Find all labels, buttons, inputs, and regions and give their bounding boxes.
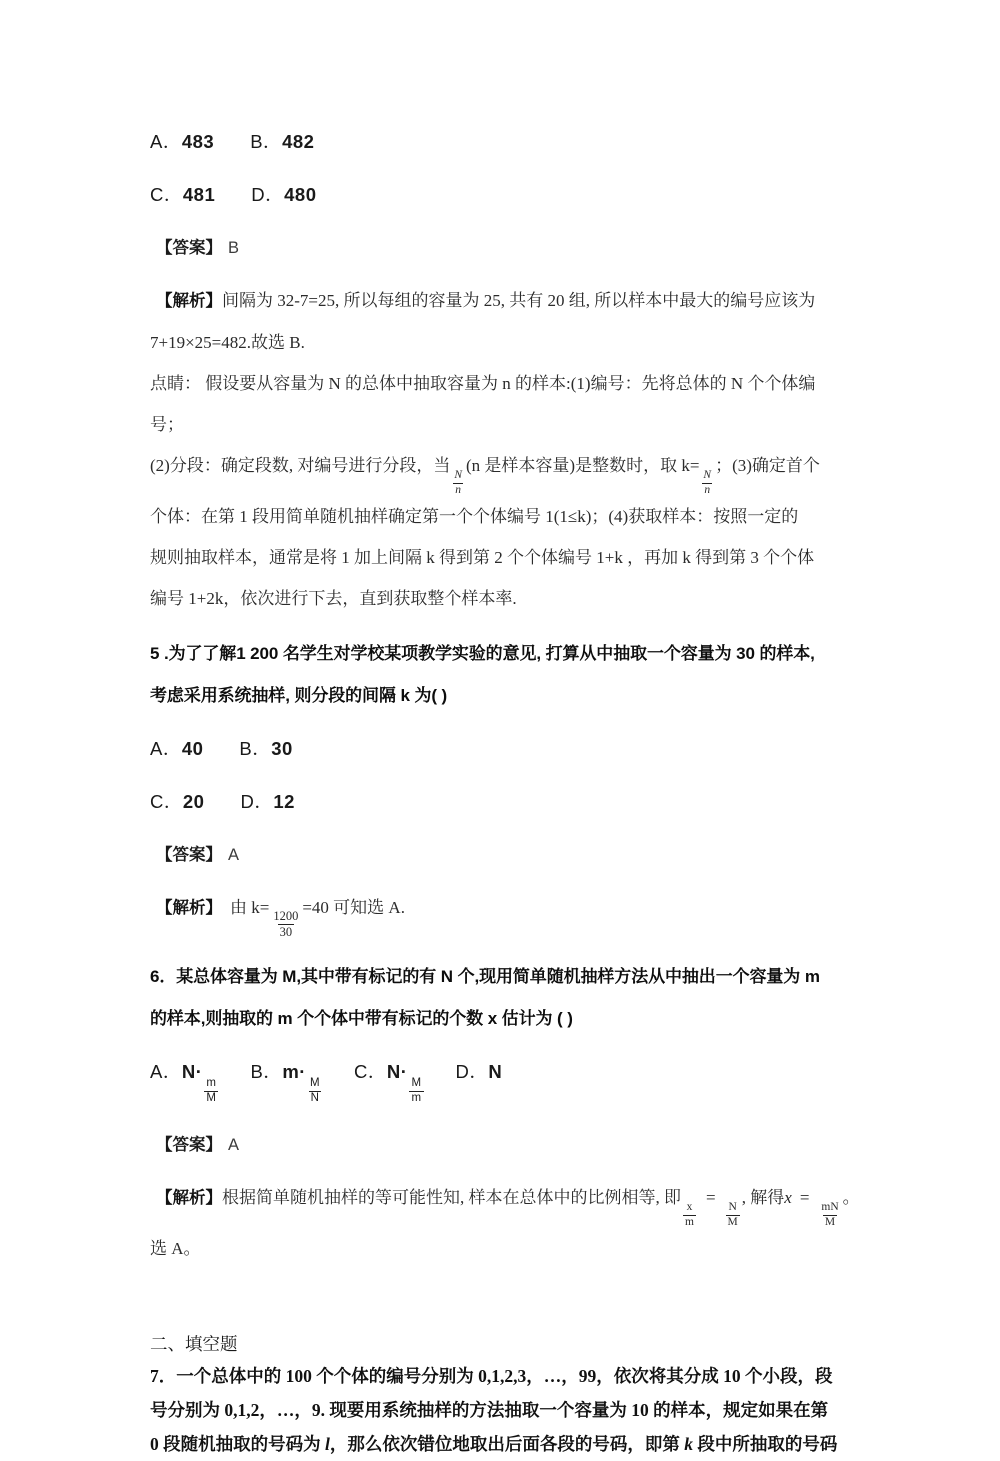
fraction-denominator: m xyxy=(685,1215,694,1228)
q4-tip-text-1: 点睛： 假设要从容量为 N 的总体中抽取容量为 n 的样本:(1)编号：先将总体的 N 个个体编 xyxy=(150,374,816,393)
fraction-denominator: M xyxy=(824,1215,836,1228)
q6-option-b-base: m· xyxy=(282,1061,306,1083)
q5-stem-line-1 xyxy=(150,633,868,675)
q5-option-b-label: B． xyxy=(239,738,272,760)
q4-option-b-value: 482 xyxy=(282,131,315,152)
q4-option-c-value: 481 xyxy=(182,184,216,205)
fraction-numerator: 1200 xyxy=(273,909,299,924)
q4-option-a-value: 483 xyxy=(181,131,215,152)
section-2-heading xyxy=(150,1329,868,1359)
q7-line-3 xyxy=(150,1427,868,1461)
q4-options-row-2 xyxy=(150,181,868,207)
q4-answer-value: B xyxy=(228,239,240,257)
q4-analysis-text-2: 7+19×25=482.故选 B. xyxy=(150,333,305,352)
fraction-denominator: 30 xyxy=(279,924,293,939)
q6-analysis-text-mid: , 解得 xyxy=(741,1188,785,1208)
q5-stem-text-2: 考虑采用系统抽样, 则分段的间隔 k 为( ) xyxy=(150,686,448,706)
fraction-N-over-n-1 xyxy=(452,470,464,496)
q4-tip-line-1 xyxy=(150,363,868,404)
q6-options-row xyxy=(150,1058,868,1104)
q6-equals-1: = xyxy=(705,1188,716,1208)
fraction-M-over-N xyxy=(308,1078,322,1104)
q4-tip-text-3a: (2)分段：确定段数, 对编号进行分段，当 xyxy=(150,456,451,475)
q6-option-a-base: N· xyxy=(181,1061,203,1083)
analysis-tag: 【解析】 xyxy=(156,899,222,918)
q4-tip-text-5: 规则抽取样本，通常是将 1 加上间隔 k 得到第 2 个个体编号 1+k ，再加 k 得到第 3 个个体 xyxy=(150,548,815,568)
fraction-denominator: M xyxy=(727,1215,738,1228)
q6-option-d-label: D． xyxy=(455,1061,489,1083)
q6-equals-2: = xyxy=(799,1188,810,1208)
analysis-tag: 【解析】 xyxy=(156,292,222,310)
q5-option-b-value: 30 xyxy=(271,738,293,760)
fraction-numerator: M xyxy=(309,1077,321,1090)
q4-tip-line-2 xyxy=(150,404,868,445)
q4-answer-row xyxy=(150,234,868,258)
q5-options-row-1 xyxy=(150,735,868,761)
q6-option-b-label: B． xyxy=(250,1061,283,1083)
q7-line-1 xyxy=(150,1359,868,1393)
q4-tip-line-6 xyxy=(150,578,868,619)
section-2-heading-text: 二、填空题 xyxy=(150,1334,238,1355)
q4-option-d-label: D． xyxy=(251,184,285,205)
fraction-mN-over-M xyxy=(819,1202,840,1228)
q5-option-d-label: D． xyxy=(240,791,274,813)
q5-stem-line-2 xyxy=(150,675,868,717)
q4-tip-text-6: 编号 1+2k，依次进行下去，直到获取整个样本率. xyxy=(150,589,517,609)
q6-answer-row xyxy=(150,1131,868,1155)
q5-analysis-text-post: =40 可知选 A. xyxy=(302,898,405,918)
fraction-x-over-m xyxy=(683,1202,696,1228)
q5-answer-value: A xyxy=(228,846,240,865)
q6-stem-line-2 xyxy=(150,998,868,1040)
q4-tip-line-4 xyxy=(150,496,868,537)
q5-option-c-label: C． xyxy=(150,791,183,813)
fraction-m-over-M xyxy=(204,1078,218,1104)
fraction-numerator: x xyxy=(686,1201,693,1214)
q4-tip-text-2: 号； xyxy=(150,415,184,434)
q4-option-d-value: 480 xyxy=(284,184,317,205)
q5-analysis-row xyxy=(150,887,868,938)
fraction-numerator: m xyxy=(206,1077,217,1090)
q4-tip-text-4: 个体：在第 1 段用简单随机抽样确定第一个个体编号 1(1≤k)；(4)获取样本：按照一定的 xyxy=(150,507,799,527)
q6-option-c-base: N· xyxy=(386,1061,408,1083)
q4-tip-text-3c: ；(3)确定首个 xyxy=(715,456,820,475)
fraction-denominator: n xyxy=(455,483,462,496)
fraction-denominator: m xyxy=(411,1091,422,1104)
fraction-numerator: N xyxy=(728,1201,737,1214)
fraction-numerator: M xyxy=(411,1077,422,1090)
q5-analysis-text-pre: 由 k= xyxy=(230,898,270,918)
q6-analysis-text-pre: 根据简单随机抽样的等可能性知, 样本在总体中的比例相等, 即 xyxy=(222,1188,681,1208)
fraction-denominator: N xyxy=(310,1091,320,1104)
q4-tip-line-3 xyxy=(150,445,868,496)
q4-tip-text-3b: (n 是样本容量)是整数时，取 k= xyxy=(466,456,700,475)
q6-analysis-last-line xyxy=(150,1228,868,1269)
q4-option-b-label: B． xyxy=(250,131,283,152)
q7-text-3a: 0 段随机抽取的号码为 xyxy=(150,1434,325,1455)
q6-analysis-text-end: 。 xyxy=(842,1188,860,1208)
q4-option-a-label: A． xyxy=(150,131,182,152)
document-content xyxy=(150,128,868,1461)
fraction-M-over-m xyxy=(409,1078,423,1104)
q7-text-1: 7．一个总体中的 100 个个体的编号分别为 0,1,2,3，…，99，依次将其分成 10 个小段，段 xyxy=(150,1366,833,1387)
q5-stem-text-1: 5 .为了了解1 200 名学生对学校某项教学实验的意见, 打算从中抽取一个容量为 30 的样本, xyxy=(150,644,815,664)
answer-tag: 【答案】 xyxy=(156,1136,222,1155)
q6-variable-x: x xyxy=(784,1188,792,1208)
q6-analysis-row xyxy=(150,1177,868,1228)
fraction-1200-over-30 xyxy=(271,910,300,938)
fraction-N-over-M xyxy=(726,1202,740,1228)
q7-line-2 xyxy=(150,1393,868,1427)
q4-option-c-label: C． xyxy=(150,184,183,205)
fraction-denominator: n xyxy=(704,483,711,496)
q5-option-c-value: 20 xyxy=(182,791,205,813)
q4-analysis-line-2 xyxy=(150,322,868,363)
q6-answer-value: A xyxy=(228,1136,240,1155)
answer-tag: 【答案】 xyxy=(156,239,222,257)
q5-options-row-2 xyxy=(150,788,868,814)
q7-variable-k: k xyxy=(684,1434,693,1455)
q7-variable-l: l xyxy=(325,1434,330,1455)
analysis-tag: 【解析】 xyxy=(156,1189,222,1208)
q7-text-3b: ，那么依次错位地取出后面各段的号码，即第 xyxy=(329,1434,685,1455)
fraction-numerator: N xyxy=(454,469,462,482)
q6-option-d-value: N xyxy=(488,1061,503,1083)
q4-tip-line-5 xyxy=(150,537,868,578)
q6-analysis-text-last: 选 A。 xyxy=(150,1239,201,1259)
q7-text-2: 号分别为 0,1,2，…，9. 现要用系统抽样的方法抽取一个容量为 10 的样本，规定如果在第 xyxy=(150,1400,829,1421)
fraction-N-over-n-2 xyxy=(701,470,713,496)
q7-text-3c: 段中所抽取的号码 xyxy=(693,1434,838,1455)
q6-stem-line-1 xyxy=(150,956,868,998)
q4-options-row-1 xyxy=(150,128,868,154)
answer-tag: 【答案】 xyxy=(156,846,222,865)
q4-analysis-text-1: 间隔为 32-7=25, 所以每组的容量为 25, 共有 20 组, 所以样本中最大的编号应该为 xyxy=(222,291,816,310)
fraction-numerator: N xyxy=(703,469,712,482)
q6-stem-text-1: 6．某总体容量为 M,其中带有标记的有 N 个,现用简单随机抽样方法从中抽出一个容量为 m xyxy=(150,967,820,987)
q5-option-d-value: 12 xyxy=(273,791,295,813)
fraction-numerator: mN xyxy=(821,1201,839,1214)
q6-stem-text-2: 的样本,则抽取的 m 个个体中带有标记的个数 x 估计为 ( ) xyxy=(150,1009,573,1029)
fraction-denominator: M xyxy=(206,1091,217,1104)
q6-option-c-label: C． xyxy=(354,1061,387,1083)
q5-answer-row xyxy=(150,841,868,865)
q5-option-a-label: A． xyxy=(150,738,182,760)
q6-option-a-label: A． xyxy=(150,1061,182,1083)
q5-option-a-value: 40 xyxy=(181,738,204,760)
q4-analysis-line-1 xyxy=(150,280,868,322)
